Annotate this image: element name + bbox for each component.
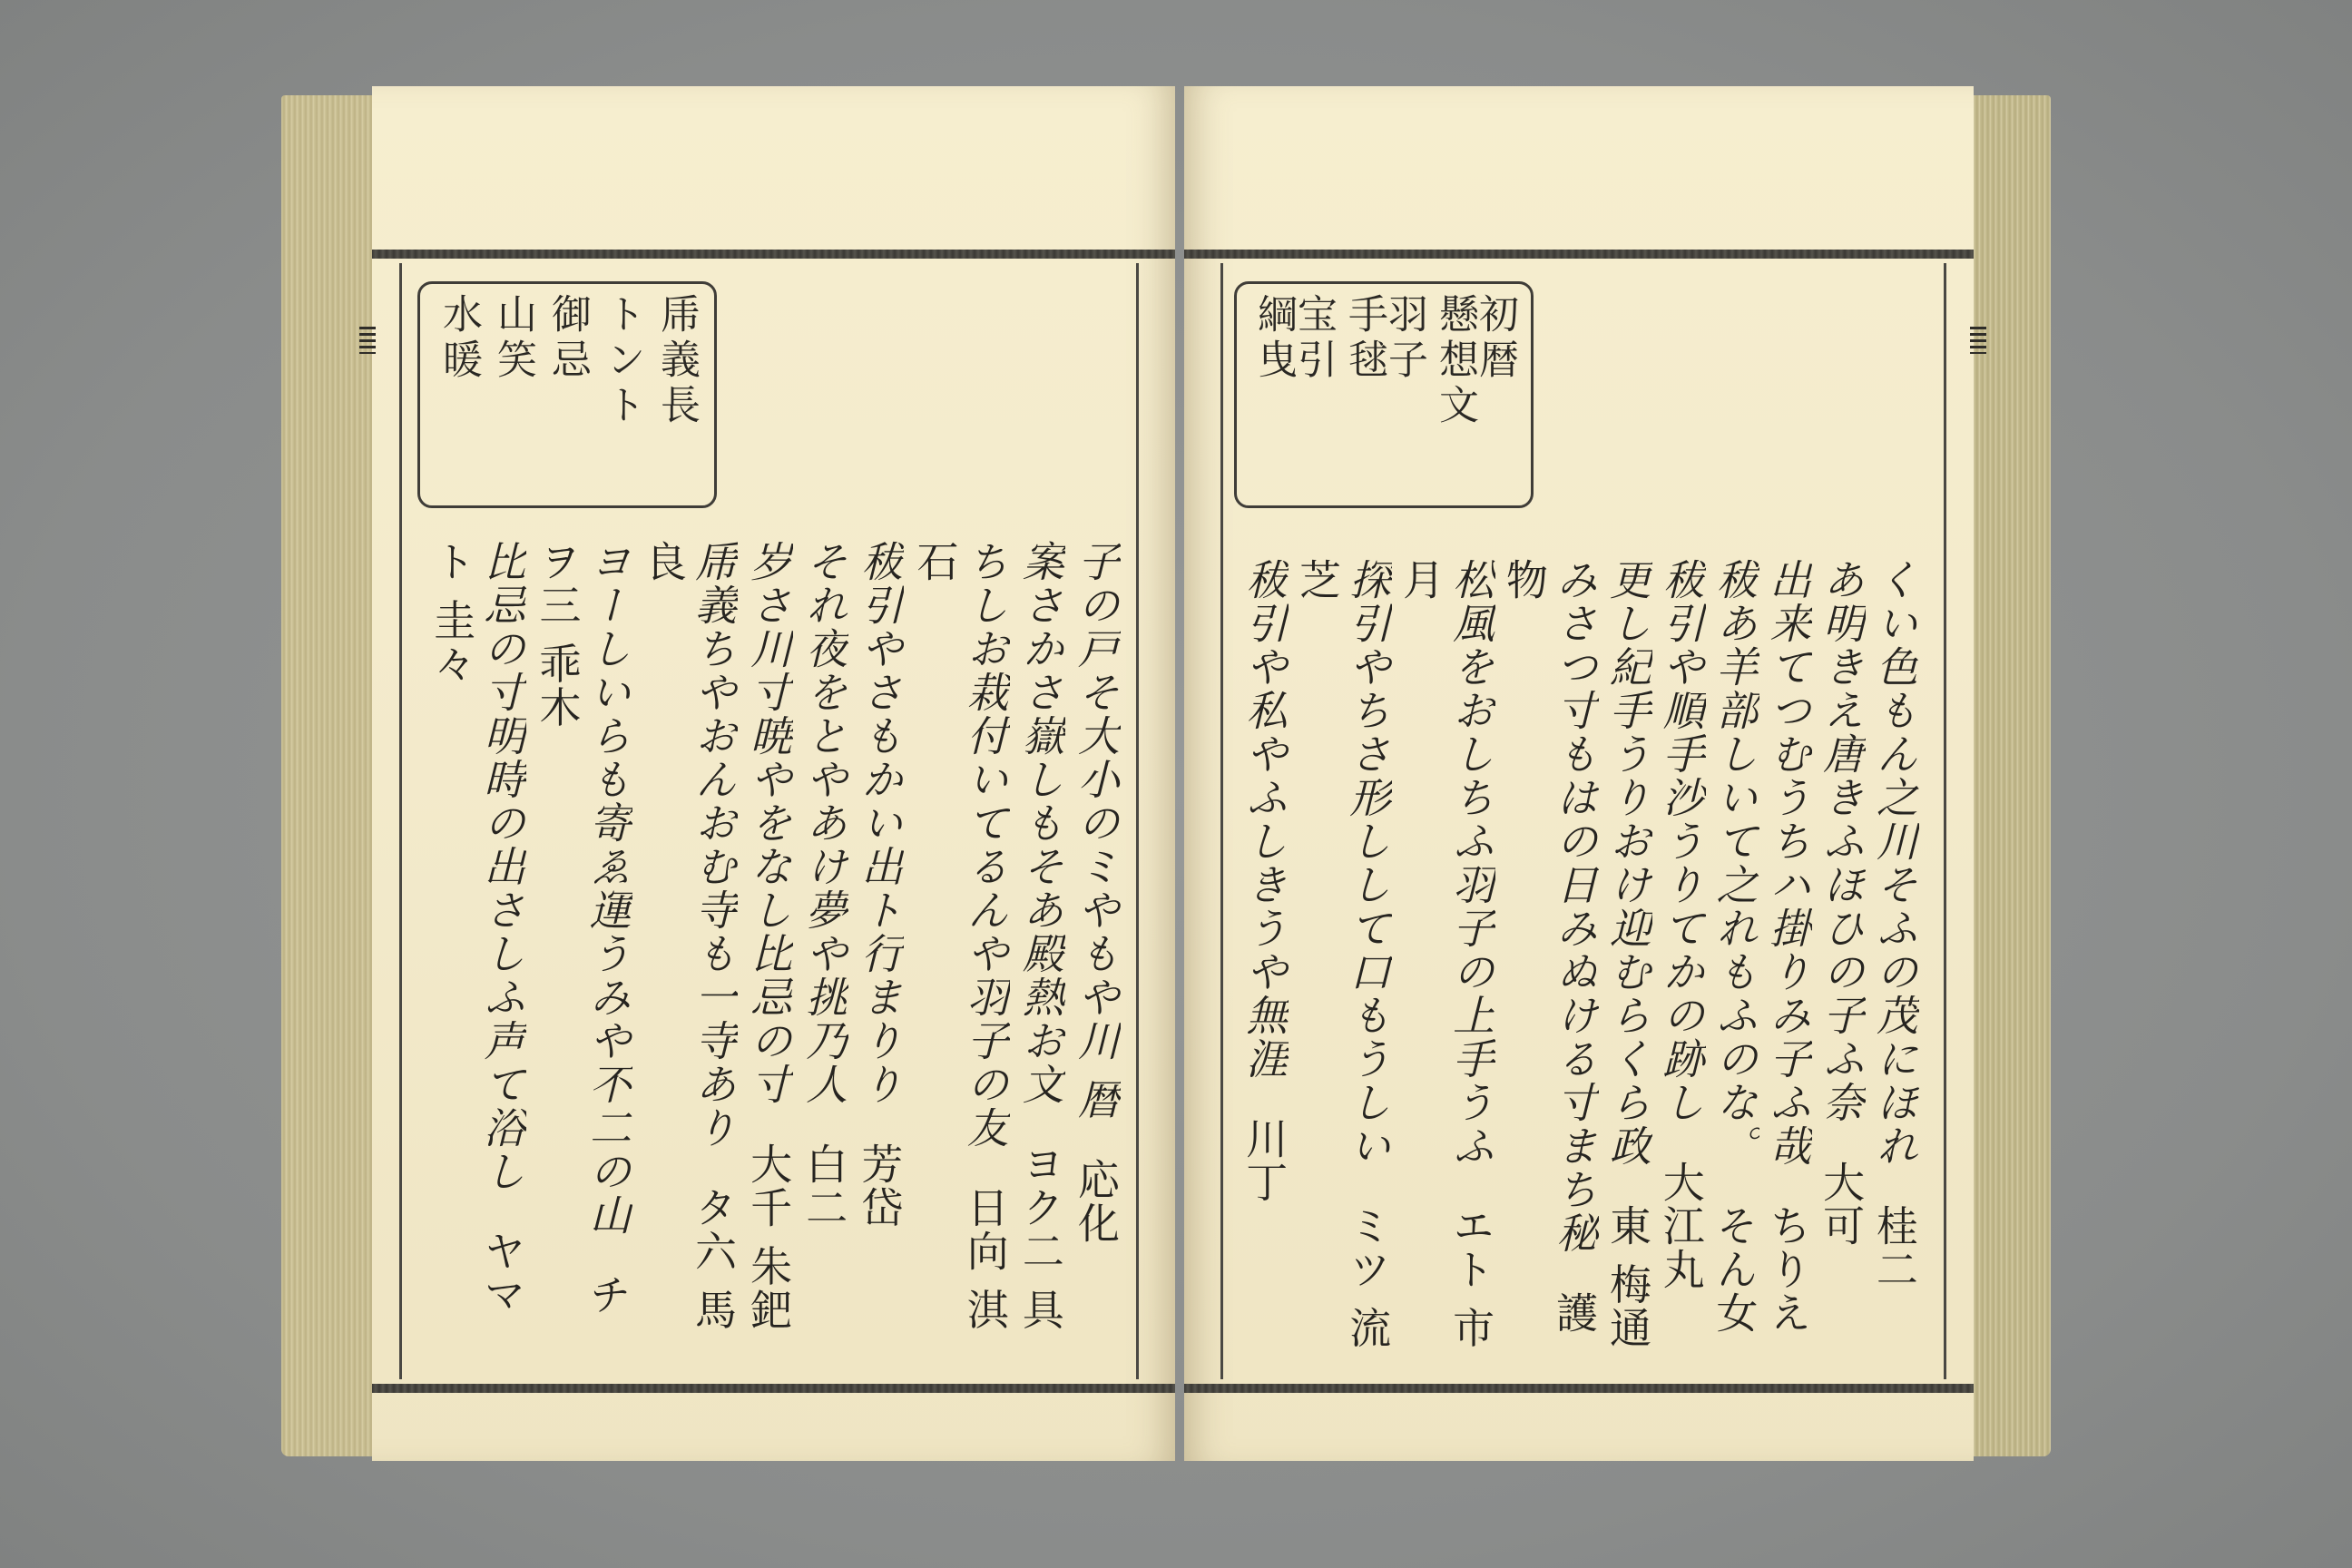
left-page [372, 86, 1175, 1461]
top-border-rule [1184, 250, 1974, 259]
poet-name: 桂二 [1869, 1204, 1919, 1291]
poet-name: 応化 [1071, 1157, 1121, 1245]
poet-name: ちりえ [1763, 1204, 1813, 1335]
poet-name: 東 梅通 [1602, 1204, 1652, 1350]
binding-stitch [1970, 327, 1986, 354]
haiku-column: 秡引や私やふしきうや無涯川丁 [1240, 558, 1289, 1204]
poet-name: ヨク二 具 [1015, 1142, 1065, 1332]
poet-name: 芳岱 [855, 1142, 905, 1230]
haiku-column: 更し紀手うりおけ迎むらくら政東 梅通 [1602, 558, 1652, 1350]
season-word: 初暦 懸想文 [1432, 293, 1518, 429]
poem-columns [1239, 558, 1919, 1352]
poet-name: 大江丸 [1656, 1161, 1706, 1291]
haiku-column: 探引やちさ形しして口もうしいミツ 流芝 [1292, 558, 1393, 1350]
haiku-column: くい色もん之川そふの茂にほれ桂二 [1869, 558, 1919, 1291]
haiku-column: 子の戸そ大小のミやもや川 暦応化 [1071, 540, 1121, 1245]
poet-name: 大千 朱鈀 [744, 1142, 794, 1332]
season-words-box [417, 281, 717, 508]
bottom-border-rule [1184, 1384, 1974, 1393]
season-word: 羽子 手毬 [1341, 293, 1427, 384]
haiku-column: 比忌の寸明時の出さしふ声て浴しヤマト 圭々 [427, 540, 527, 1317]
haiku-column: 出来てつむうちハ掛りみ子ふ哉ちりえ [1763, 558, 1813, 1335]
poet-name: ヤマト 圭々 [427, 540, 527, 1317]
haiku-column: 秡あ羊部しいて之れもふのな。そん女 [1710, 558, 1759, 1335]
season-word: トント [599, 293, 645, 429]
season-word: 乕義長 [653, 293, 700, 429]
haiku-column: 秡引や順手沙うりてかの跡し大江丸 [1656, 558, 1706, 1291]
right-page-edges [1969, 95, 2051, 1456]
season-word: 水暖 [436, 293, 482, 384]
poet-name: 日向 淇石 [910, 540, 1010, 1332]
haiku-column: みさつ寸もはの日みぬける寸まち秘護物 [1499, 558, 1600, 1335]
season-word: 宝引 綱曳 [1250, 293, 1337, 384]
haiku-column: それ夜をとやあけ夢や挑乃人白二 [799, 540, 849, 1230]
right-page [1184, 86, 1974, 1461]
binding-stitch [359, 327, 376, 354]
poet-name: 川丁 [1240, 1117, 1289, 1204]
season-words-box [1234, 281, 1534, 508]
haiku-column: 秡引やさもかい出ト行まりり芳岱 [855, 540, 905, 1230]
haiku-column: 乕義ちやおんおむ寺も一寺ありタ六 馬良 [638, 540, 738, 1332]
haiku-column: ちしお栽付いてるんや羽子の友日向 淇石 [910, 540, 1010, 1332]
poet-name: タ六 馬良 [638, 540, 738, 1332]
haiku-column: 案さかさ嶽しもそあ殿熱お文ヨク二 具 [1015, 540, 1065, 1332]
left-page-edges [281, 95, 381, 1456]
poem-columns [426, 540, 1121, 1352]
poet-name: 大可 [1817, 1161, 1867, 1248]
haiku-column: あ明きえ唐きふほひの子ふ奈大可 [1817, 558, 1867, 1248]
haiku-column: ヨーしいらも寄ゑ運うみや不二の山チヲ三 乖木 [533, 540, 632, 1317]
poet-name: 白二 [799, 1142, 849, 1230]
haiku-column: 岁さ川寸暁やをなし比忌の寸大千 朱鈀 [744, 540, 794, 1332]
haiku-column: 松風をおしちふ羽子の上手うふエト 市月 [1396, 558, 1496, 1350]
open-book [281, 86, 2051, 1461]
season-word: 山笑 [490, 293, 536, 384]
bottom-border-rule [372, 1384, 1175, 1393]
poet-name: チヲ三 乖木 [533, 540, 632, 1317]
poet-name: 護物 [1499, 558, 1600, 1335]
top-border-rule [372, 250, 1175, 259]
season-word: 御忌 [544, 293, 591, 384]
poet-name: そん女 [1710, 1204, 1759, 1335]
poet-name: エト 市月 [1396, 558, 1496, 1350]
poet-name: ミツ 流芝 [1292, 558, 1393, 1350]
